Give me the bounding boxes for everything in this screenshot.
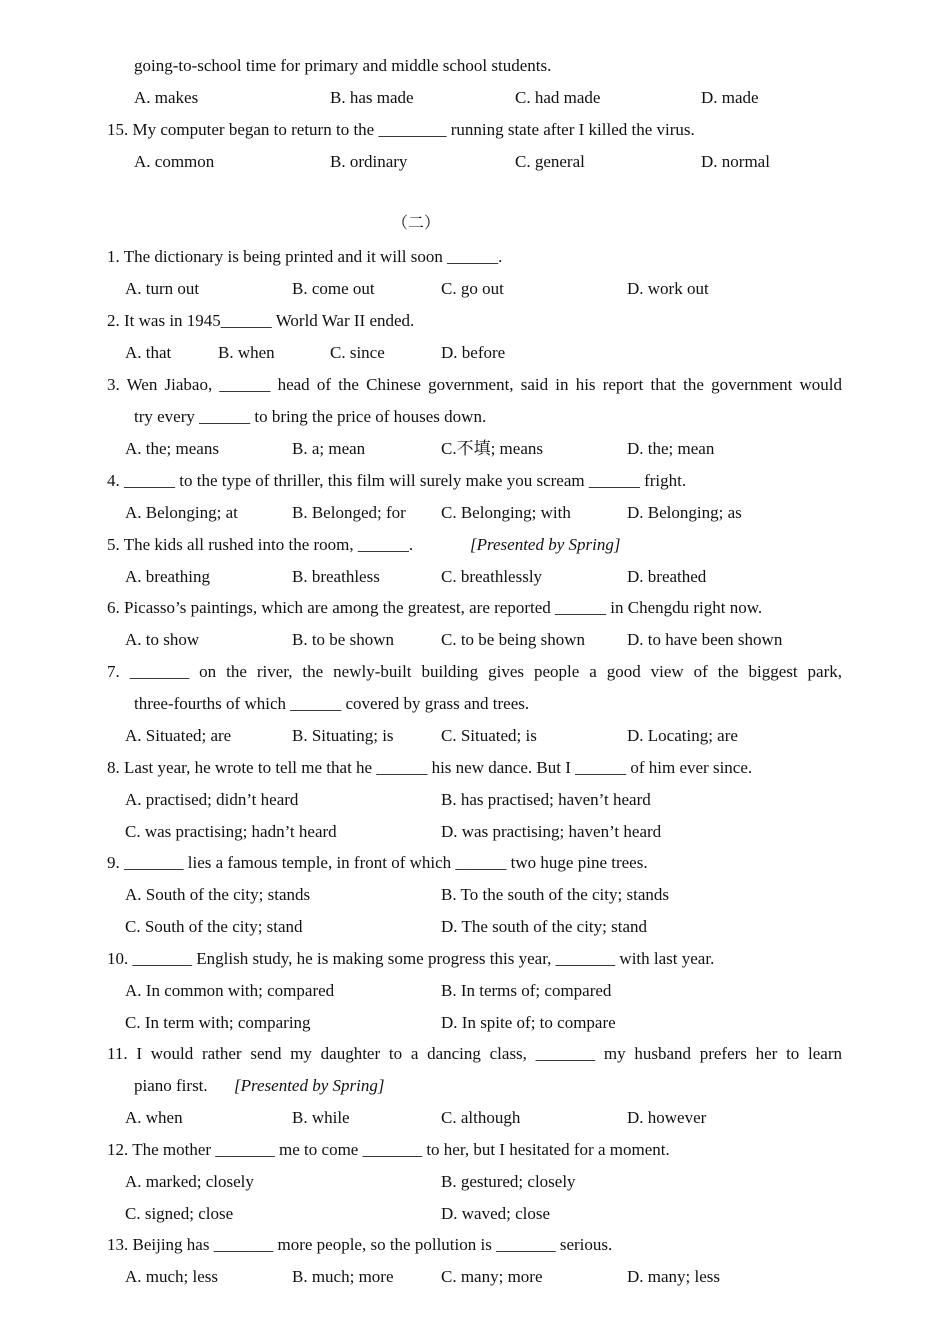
q14-stem-tail: going-to-school time for primary and middle school students. [134,56,552,75]
q15-option-c: C. general [515,152,585,171]
q2-option-b: B. when [218,343,275,362]
q12-option-d: D. waved; close [441,1204,551,1223]
q12-option-a: A. marked; closely [125,1172,254,1191]
q6-stem: 6. Picasso’s paintings, which are among the greatest, are reported ______ in Chengdu right now. [107,598,763,617]
q5-stem: 5. The kids all rushed into the room, ______. [107,535,414,554]
q4-option-d: D. Belonging; as [627,503,742,522]
q3-option-c: C.不填; means [441,439,543,458]
q4-option-a: A. Belonging; at [125,503,238,522]
q1-stem: 1. The dictionary is being printed and it will soon ______. [107,247,503,266]
q9-option-d: D. The south of the city; stand [441,917,648,936]
q10-option-a: A. In common with; compared [125,981,335,1000]
q10-option-c: C. In term with; comparing [125,1013,311,1032]
q2-option-c: C. since [330,343,385,362]
q13-stem: 13. Beijing has _______ more people, so the pollution is _______ serious. [107,1235,613,1254]
q11-option-d: D. however [627,1108,707,1127]
q5-option-b: B. breathless [292,567,380,586]
q15-option-b: B. ordinary [330,152,408,171]
q13-option-b: B. much; more [292,1267,394,1286]
q8-option-d: D. was practising; haven’t heard [441,822,662,841]
q8-option-a: A. practised; didn’t heard [125,790,299,809]
q12-option-b: B. gestured; closely [441,1172,576,1191]
q13-option-a: A. much; less [125,1267,219,1286]
q4-option-b: B. Belonged; for [292,503,406,522]
q7-option-a: A. Situated; are [125,726,232,745]
q11-signature: [Presented by Spring] [234,1076,385,1095]
q7-option-b: B. Situating; is [292,726,394,745]
q5-option-d: D. breathed [627,567,707,586]
q9-stem: 9. _______ lies a famous temple, in front of which ______ two huge pine trees. [107,853,648,872]
q14-option-b: B. has made [330,88,414,107]
q13-option-c: C. many; more [441,1267,543,1286]
q6-option-b: B. to be shown [292,630,394,649]
q7-stem: 7. _______ on the river, the newly-built building gives people a good view of the biggest park, [107,662,842,681]
q3-option-a: A. the; means [125,439,219,458]
q5-option-c: C. breathlessly [441,567,543,586]
q2-option-a: A. that [125,343,172,362]
q1-option-a: A. turn out [125,279,200,298]
q7-stem-cont: three-fourths of which ______ covered by grass and trees. [134,694,530,713]
q6-option-c: C. to be being shown [441,630,586,649]
q4-stem: 4. ______ to the type of thriller, this film will surely make you scream ______ fright. [107,471,687,490]
q8-option-c: C. was practising; hadn’t heard [125,822,337,841]
q10-option-d: D. In spite of; to compare [441,1013,616,1032]
q12-option-c: C. signed; close [125,1204,234,1223]
q12-stem: 12. The mother _______ me to come _______ to her, but I hesitated for a moment. [107,1140,670,1159]
q15-stem: 15. My computer began to return to the ________ running state after I killed the virus. [107,120,695,139]
q9-option-a: A. South of the city; stands [125,885,311,904]
q9-option-b: B. To the south of the city; stands [441,885,669,904]
q15-option-a: A. common [134,152,215,171]
q5-option-a: A. breathing [125,567,210,586]
q7-option-d: D. Locating; are [627,726,738,745]
q1-option-d: D. work out [627,279,709,298]
q3-stem: 3. Wen Jiabao, ______ head of the Chinese government, said in his report that the government would [107,375,842,394]
q10-option-b: B. In terms of; compared [441,981,612,1000]
q8-stem: 8. Last year, he wrote to tell me that he ______ his new dance. But I ______ of him ever since. [107,758,753,777]
q14-option-c: C. had made [515,88,601,107]
q11-option-a: A. when [125,1108,183,1127]
q2-stem: 2. It was in 1945______ World War II ended. [107,311,415,330]
q1-option-b: B. come out [292,279,375,298]
q3-stem-cont: try every ______ to bring the price of houses down. [134,407,487,426]
q6-option-d: D. to have been shown [627,630,783,649]
section-title: （二） [392,213,441,232]
q11-stem-cont: piano first. [134,1076,208,1095]
q9-option-c: C. South of the city; stand [125,917,303,936]
q11-option-b: B. while [292,1108,350,1127]
q1-option-c: C. go out [441,279,504,298]
q3-option-d: D. the; mean [627,439,715,458]
q6-option-a: A. to show [125,630,200,649]
q15-option-d: D. normal [701,152,770,171]
q3-option-b: B. a; mean [292,439,366,458]
q14-option-a: A. makes [134,88,199,107]
q8-option-b: B. has practised; haven’t heard [441,790,651,809]
q2-option-d: D. before [441,343,506,362]
q14-option-d: D. made [701,88,759,107]
q4-option-c: C. Belonging; with [441,503,571,522]
q10-stem: 10. _______ English study, he is making some progress this year, _______ with last year. [107,949,715,968]
q7-option-c: C. Situated; is [441,726,537,745]
q11-option-c: C. although [441,1108,521,1127]
q5-signature: [Presented by Spring] [470,535,621,554]
q13-option-d: D. many; less [627,1267,721,1286]
q11-stem: 11. I would rather send my daughter to a dancing class, _______ my husband prefers her to learn [107,1044,842,1063]
